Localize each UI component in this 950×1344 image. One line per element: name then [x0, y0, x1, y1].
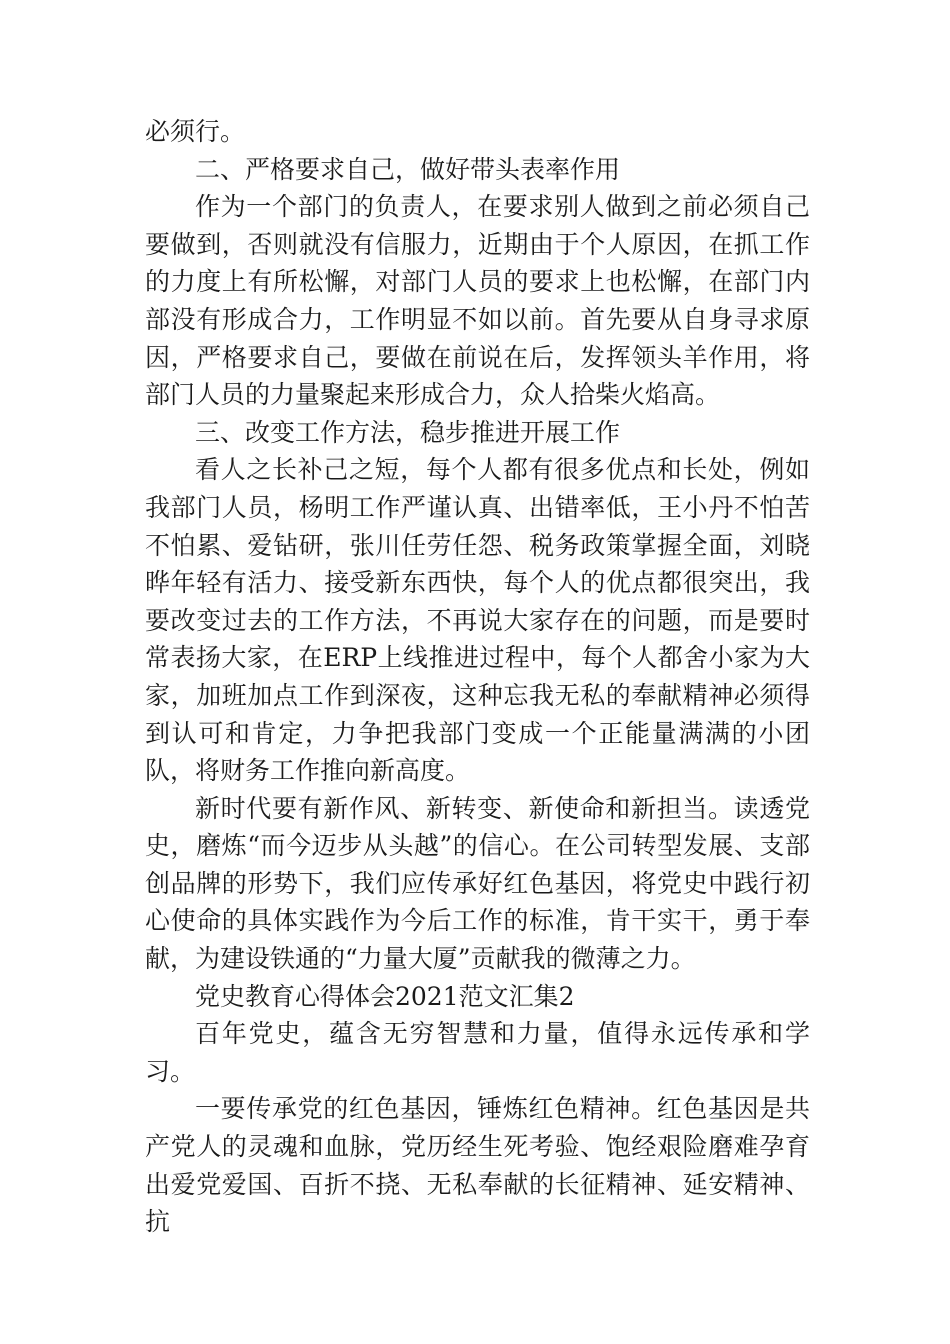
paragraph-section-3: 看人之长补己之短，每个人都有很多优点和长处，例如我部门人员，杨明工作严谨认真、出错率低，王小丹不怕苦不怕累、爱钻研，张川任劳任怨、税务政策掌握全面，刘晓晔年轻有活力、接受新东西快，每个人的优点都很突出，我要改变过去的工作方法，不再说大家存在的问题，而是要时常表扬大家，在ERP上线推进过程中，每个人都舍小家为大家，加班加点工作到深夜，这种忘我无私的奉献精神必须得到认可和肯定，力争把我部门变成一个正能量满满的小团队，将财务工作推向新高度。 [145, 455, 810, 786]
paragraph-section-2: 作为一个部门的负责人，在要求别人做到之前必须自己要做到，否则就没有信服力，近期由于个人原因，在抓工作的力度上有所松懈，对部门人员的要求上也松懈，在部门内部没有形成合力，工作明显不如以前。首先要从自身寻求原因，严格要求自己，要做在前说在后，发挥领头羊作用，将部门人员的力量聚起来形成合力，众人拾柴火焰高。 [145, 192, 810, 410]
paragraph-continuation: 必须行。 [145, 117, 246, 146]
section-heading-2: 二、严格要求自己，做好带头表率作用 [195, 154, 621, 184]
article-title-2: 党史教育心得体会2021范文汇集2 [195, 981, 575, 1011]
section-heading-3: 三、改变工作方法，稳步推进开展工作 [195, 417, 621, 447]
paragraph-intro: 百年党史，蕴含无穷智慧和力量，值得永远传承和学习。 [145, 1019, 810, 1086]
document-body [145, 113, 810, 1241]
paragraph-conclusion: 新时代要有新作风、新转变、新使命和新担当。读透党史，磨炼“而今迈步从头越”的信心。在公司转型发展、支部创品牌的形势下，我们应传承好红色基因，将党史中践行初心使命的具体实践作为今后工作的标准，肯干实干，勇于奉献，为建设铁通的“力量大厦”贡献我的微薄之力。 [145, 793, 810, 974]
paragraph-point-1: 一要传承党的红色基因，锤炼红色精神。红色基因是共产党人的灵魂和血脉，党历经生死考验、饱经艰险磨难孕育出爱党爱国、百折不挠、无私奉献的长征精神、延安精神、抗 [145, 1094, 810, 1237]
